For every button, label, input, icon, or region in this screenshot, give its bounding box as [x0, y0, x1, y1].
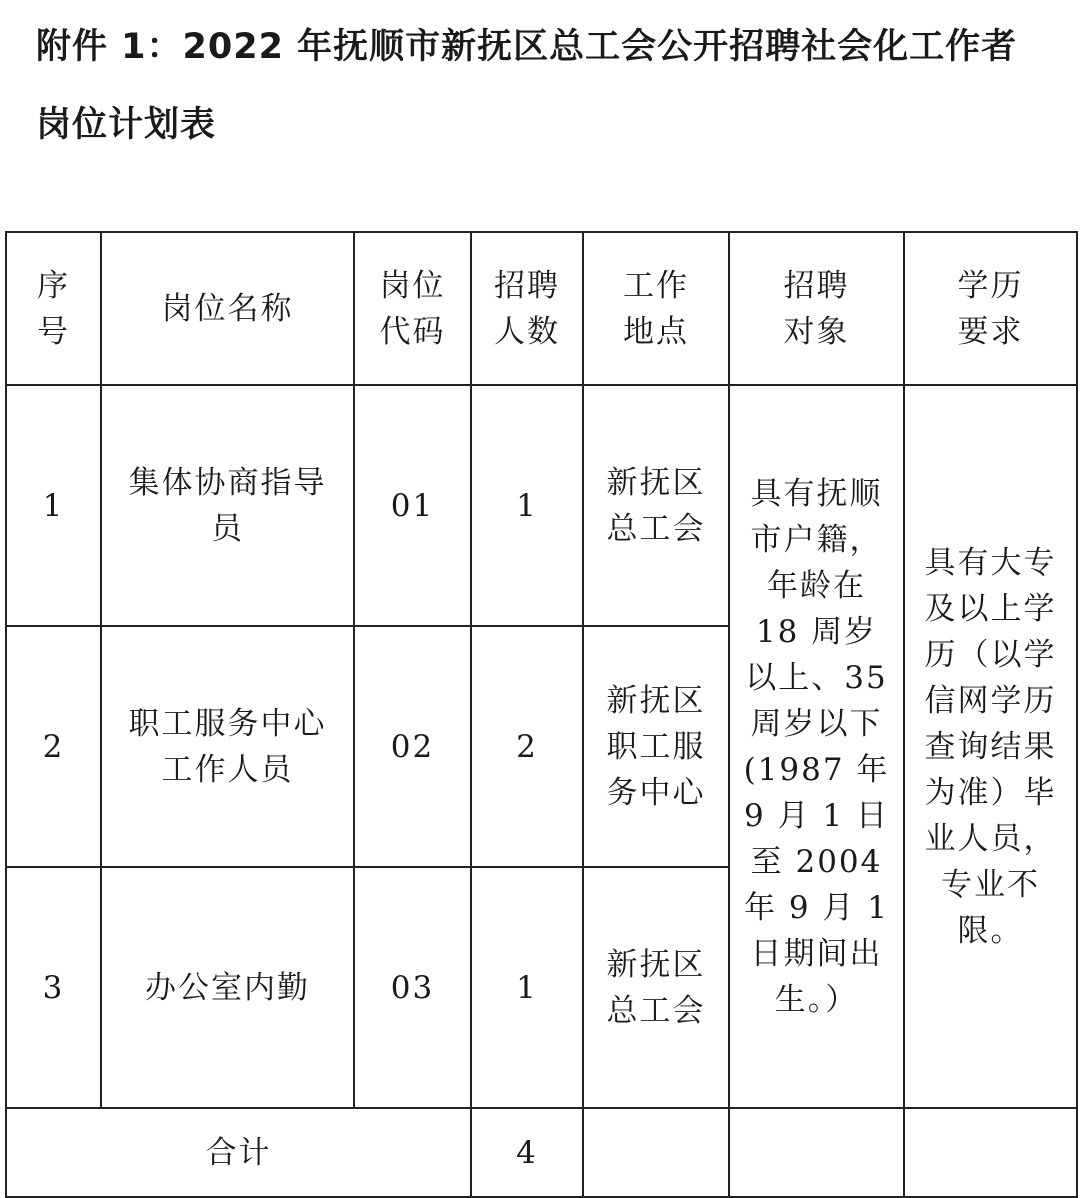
header-code: 岗位 代码: [354, 232, 471, 385]
cell-code: 02: [354, 626, 471, 867]
header-count: 招聘 人数: [471, 232, 583, 385]
header-seq: 序 号: [6, 232, 101, 385]
title-line-1: 附件 1：2022 年抚顺市新抚区总工会公开招聘社会化工作者: [36, 27, 1018, 67]
cell-total-empty-target: [729, 1108, 904, 1197]
title-line-2: 岗位计划表: [36, 105, 217, 145]
cell-seq: 2: [6, 626, 101, 867]
cell-total-label: 合计: [6, 1108, 471, 1197]
header-target: 招聘 对象: [729, 232, 904, 385]
table-total-row: [6, 1108, 1077, 1197]
cell-total-empty-education: [904, 1108, 1077, 1197]
cell-name: 办公室内勤: [101, 867, 354, 1108]
header-name: 岗位名称: [101, 232, 354, 385]
cell-education-merged: 具有大专 及以上学 历（以学 信网学历 查询结果 为准）毕 业人员， 专业不 限。: [904, 385, 1077, 1108]
cell-name: 集体协商指导 员: [101, 385, 354, 626]
cell-total-empty-location: [583, 1108, 729, 1197]
cell-seq: 1: [6, 385, 101, 626]
position-plan-table: [5, 231, 1078, 1198]
cell-count: 1: [471, 867, 583, 1108]
table-row: [6, 385, 1077, 626]
cell-count: 2: [471, 626, 583, 867]
header-education: 学历 要求: [904, 232, 1077, 385]
cell-target-merged: 具有抚顺 市户籍， 年龄在 18 周岁 以上、35 周岁以下 (1987 年 9 月 1 日 至 2004 年 9 月 1 日期间出 生。）: [729, 385, 904, 1108]
cell-seq: 3: [6, 867, 101, 1108]
header-location: 工作 地点: [583, 232, 729, 385]
cell-location: 新抚区 总工会: [583, 867, 729, 1108]
cell-name: 职工服务中心 工作人员: [101, 626, 354, 867]
cell-count: 1: [471, 385, 583, 626]
document-title: [36, 8, 1056, 164]
cell-total-count: 4: [471, 1108, 583, 1197]
cell-location: 新抚区 职工服 务中心: [583, 626, 729, 867]
cell-code: 01: [354, 385, 471, 626]
cell-code: 03: [354, 867, 471, 1108]
table-header-row: [6, 232, 1077, 385]
cell-location: 新抚区 总工会: [583, 385, 729, 626]
